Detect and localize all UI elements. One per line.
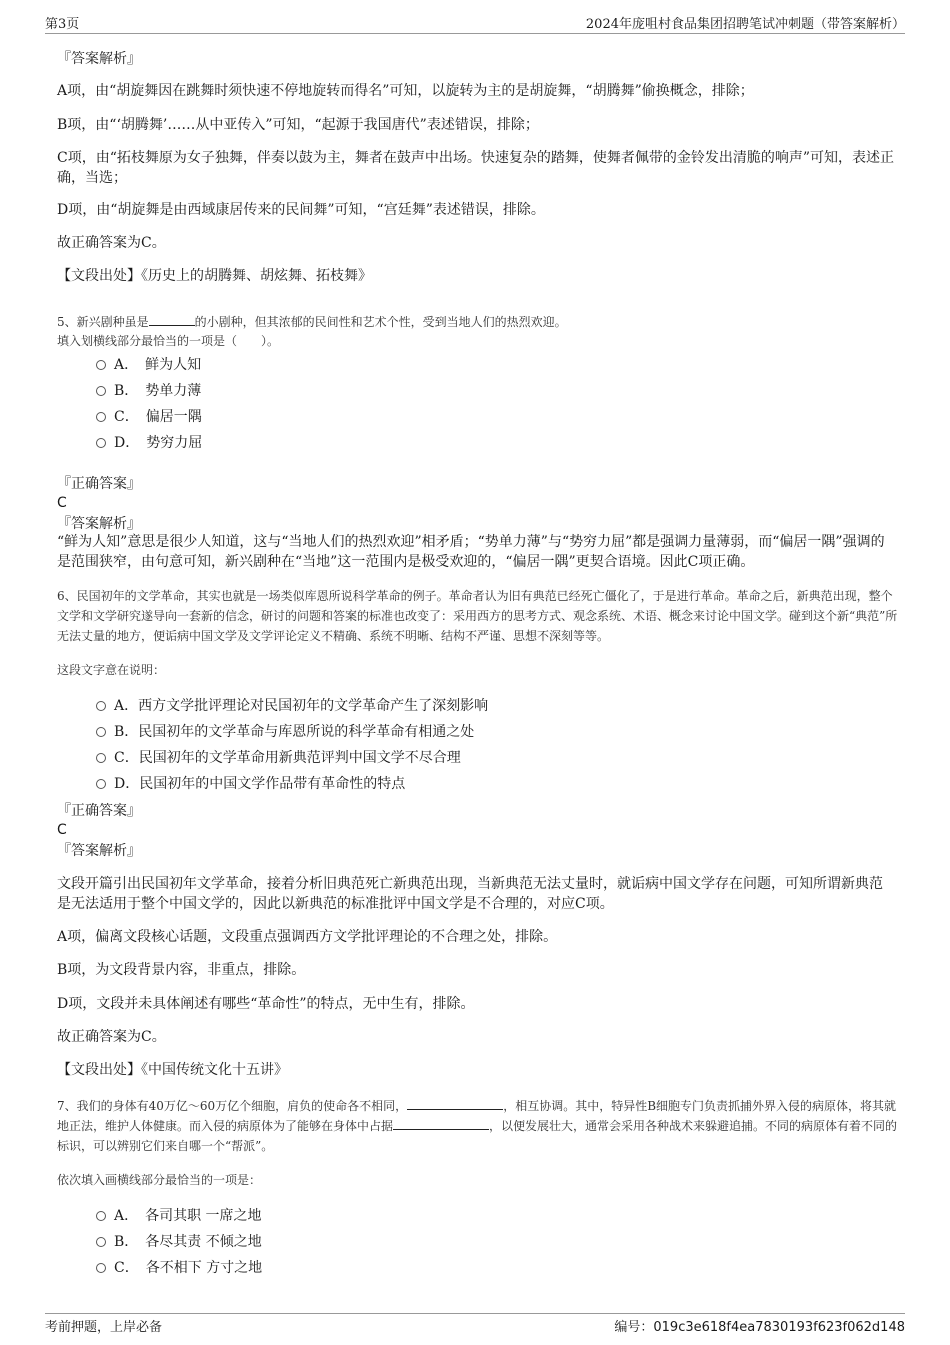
q5-analysis: “鲜为人知”意思是很少人知道，这与“当地人们的热烈欢迎”相矛盾；“势单力薄”与“势穷力屈”都是强调力量薄弱，而“偏居一隅”强调的是范围狭窄，由句意可知，新兴剧种在“当地”这一范围内是极受欢迎的，“偏居一隅”更契合语境。因此C项正确。 [57, 534, 885, 570]
q6-option-a[interactable]: A．西方文学批评理论对民国初年的文学革命产生了深刻影响 [96, 696, 488, 716]
q4-source: 【文段出处】《历史上的胡腾舞、胡炫舞、拓枝舞》 [57, 268, 372, 284]
radio-icon[interactable] [96, 386, 106, 396]
page-header [45, 0, 905, 34]
q6-option-b[interactable]: B．民国初年的文学革命与库恩所说的科学革命有相通之处 [96, 722, 474, 742]
radio-icon[interactable] [96, 1237, 106, 1247]
radio-icon[interactable] [96, 412, 106, 422]
q4-analysis-a: A项，由“胡旋舞因在跳舞时须快速不停地旋转而得名”可知，以旋转为主的是胡旋舞，“胡腾舞”偷换概念，排除； [57, 83, 754, 99]
q7-option-b[interactable]: B． 各尽其责 不倾之地 [96, 1232, 262, 1252]
q4-analysis-c: C项，由“拓枝舞原为女子独舞，伴奏以鼓为主，舞者在鼓声中出场。快速复杂的踏舞，使舞者佩带的金铃发出清脆的响声”可知，表述正确，当选； [57, 150, 895, 186]
q6-prompt: 这段文字意在说明： [57, 663, 166, 677]
q6-analysis: 文段开篇引出民国初年文学革命，接着分析旧典范死亡新典范出现，当新典范无法丈量时，就诟病中国文学存在问题，可知所谓新典范是无法适用于整个中国文学的，因此以新典范的标准批评中国文学是不合理的，对应C项。 [57, 876, 883, 912]
q4-analysis-b: B项，由“‘胡腾舞’……从中亚传入”可知，“起源于我国唐代”表述错误，排除； [57, 117, 539, 133]
q7-stem: 7、我们的身体有40万亿～60万亿个细胞，肩负的使命各不相同， ，相互协调。其中，特异性B细胞专门负责抓捕外界入侵的病原体，将其就地正法，维护人体健康。而入侵的病原体为了能够在身体中占据 ，以便发展壮大，通常会采用各种战术来躲避追捕。不同的病原体有着不同的标识，可以辨别它们来自哪一个“帮派”。 [57, 1099, 898, 1153]
q7-option-a[interactable]: A． 各司其职 一席之地 [96, 1206, 262, 1226]
radio-icon[interactable] [96, 1211, 106, 1221]
q6-analysis-d: D项，文段并未具体阐述有哪些“革命性”的特点，无中生有，排除。 [57, 996, 475, 1012]
q5-answer-label: 『正确答案』 [57, 476, 141, 492]
q6-option-d[interactable]: D．民国初年的中国文学作品带有革命性的特点 [96, 774, 405, 794]
q5-analysis-label: 『答案解析』 [57, 516, 141, 532]
q7-blank-2 [393, 1117, 489, 1130]
q5-option-b[interactable]: B． 势单力薄 [96, 381, 201, 401]
page-number: 第3页 [45, 17, 80, 32]
q7-prompt: 依次填入画横线部分最恰当的一项是： [57, 1173, 262, 1187]
q5-stem: 5、新兴剧种虽是 的小剧种，但其浓郁的民间性和艺术个性，受到当地人们的热烈欢迎。 [57, 315, 567, 329]
q6-answer-label: 『正确答案』 [57, 803, 141, 819]
radio-icon[interactable] [96, 701, 106, 711]
q5-prompt: 填入划横线部分最恰当的一项是（ ）。 [57, 334, 280, 348]
q4-analysis-label: 『答案解析』 [57, 51, 141, 67]
document-code: 编号：019c3e618f4ea7830193f623f062d148 [614, 1320, 905, 1335]
q5-blank [149, 313, 195, 326]
q4-conclusion: 故正确答案为C。 [57, 235, 166, 251]
document-title: 2024年庞咀村食品集团招聘笔试冲刺题（带答案解析） [585, 17, 905, 32]
radio-icon[interactable] [96, 438, 106, 448]
q6-answer: C [57, 822, 67, 838]
q6-analysis-b: B项，为文段背景内容，非重点，排除。 [57, 962, 306, 978]
radio-icon[interactable] [96, 727, 106, 737]
radio-icon[interactable] [96, 360, 106, 370]
q7-option-c[interactable]: C． 各不相下 方寸之地 [96, 1258, 262, 1278]
page-footer [45, 1313, 905, 1335]
q4-analysis-d: D项，由“胡旋舞是由西域康居传来的民间舞”可知，“宫廷舞”表述错误，排除。 [57, 202, 545, 218]
q7-blank-1 [407, 1097, 503, 1110]
q6-source: 【文段出处】《中国传统文化十五讲》 [57, 1062, 288, 1078]
q6-analysis-a: A项，偏离文段核心话题，文段重点强调西方文学批评理论的不合理之处，排除。 [57, 929, 558, 945]
q5-option-d[interactable]: D． 势穷力屈 [96, 433, 202, 453]
q6-analysis-label: 『答案解析』 [57, 843, 141, 859]
radio-icon[interactable] [96, 779, 106, 789]
q6-option-c[interactable]: C．民国初年的文学革命用新典范评判中国文学不尽合理 [96, 748, 461, 768]
footer-slogan: 考前押题，上岸必备 [45, 1320, 163, 1335]
q6-conclusion: 故正确答案为C。 [57, 1029, 166, 1045]
radio-icon[interactable] [96, 1263, 106, 1273]
q5-option-a[interactable]: A． 鲜为人知 [96, 355, 201, 375]
radio-icon[interactable] [96, 753, 106, 763]
q5-answer: C [57, 495, 67, 511]
q6-stem: 6、民国初年的文学革命，其实也就是一场类似库恩所说科学革命的例子。革命者认为旧有典范已经死亡僵化了，于是进行革命。革命之后，新典范出现，整个文学和文学研究遂导向一套新的信念，研讨的问题和答案的标准也改变了：采用西方的思考方式、观念系统、术语、概念来讨论中国文学。碰到这个新“典范”所无法丈量的地方，便诟病中国文学及文学评论定义不精确、系统不明晰、结构不严谨、思想不深刻等等。 [57, 589, 898, 643]
q5-option-c[interactable]: C． 偏居一隅 [96, 407, 202, 427]
